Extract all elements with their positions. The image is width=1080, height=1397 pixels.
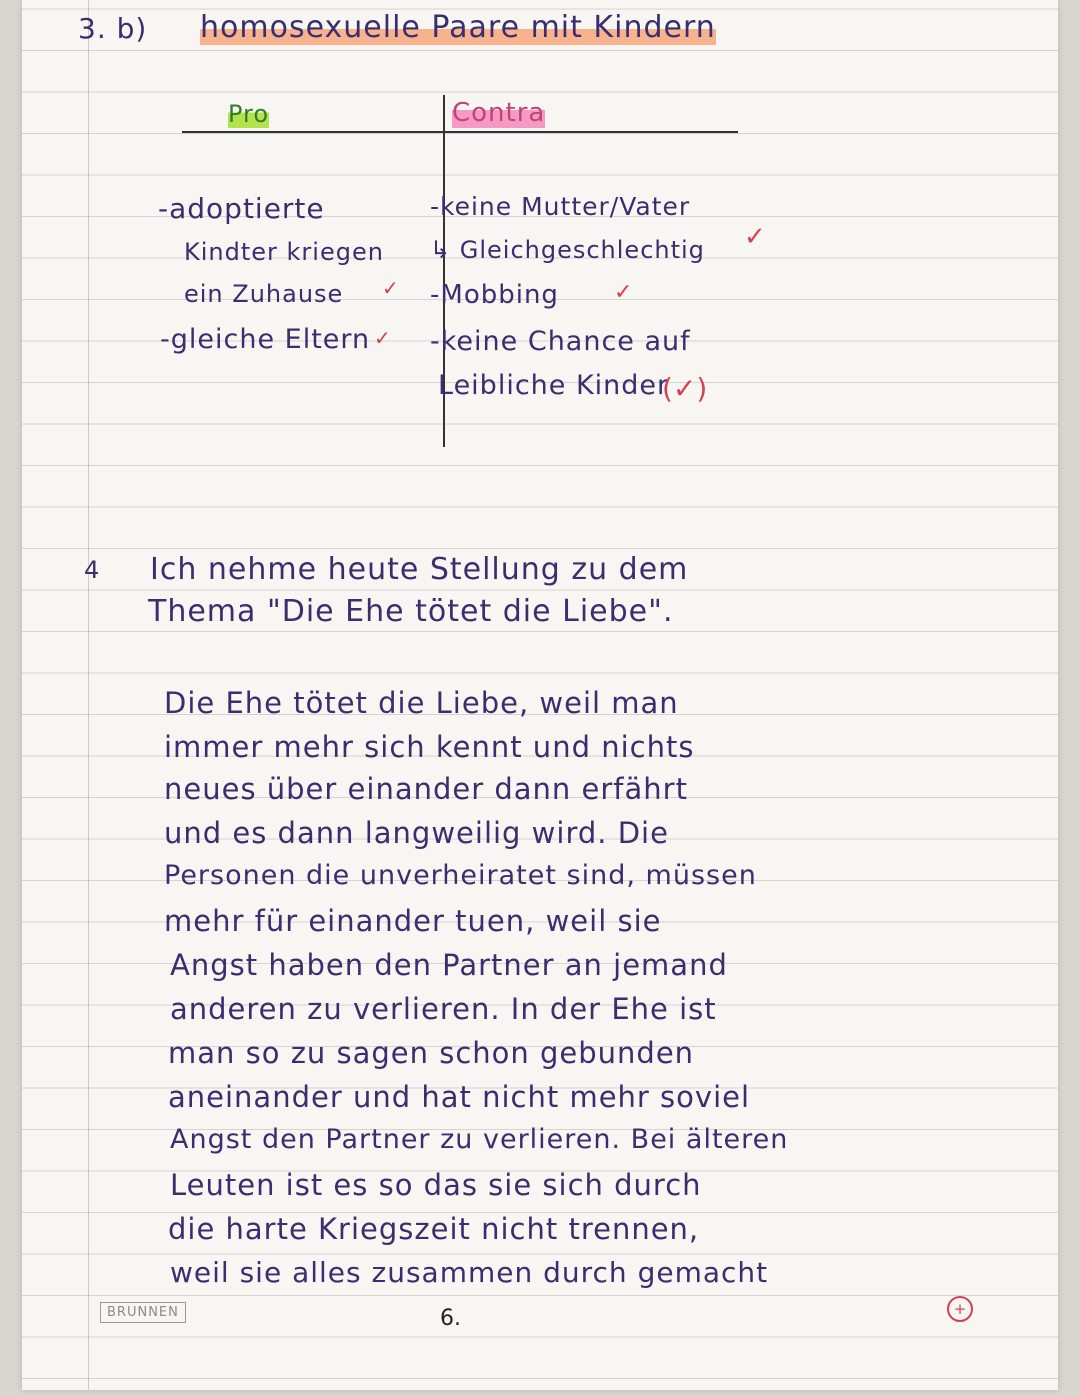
page-number: 6. bbox=[440, 1306, 461, 1331]
contra-header-text: Contra bbox=[452, 98, 546, 128]
contra-line: -keine Chance auf bbox=[430, 326, 691, 357]
notebook-page bbox=[22, 0, 1058, 1390]
task-number-4: 4 bbox=[84, 556, 101, 584]
essay-line: die harte Kriegszeit nicht trennen, bbox=[168, 1212, 700, 1246]
essay-line: aneinander und hat nicht mehr soviel bbox=[168, 1080, 751, 1114]
pro-line: ein Zuhause bbox=[184, 280, 344, 308]
intro-line: Ich nehme heute Stellung zu dem bbox=[150, 552, 689, 587]
essay-line: anderen zu verlieren. In der Ehe ist bbox=[170, 992, 717, 1026]
check-mark-icon: ✓ bbox=[382, 276, 399, 300]
pro-line: Kindter kriegen bbox=[184, 238, 384, 266]
essay-line: und es dann langweilig wird. Die bbox=[164, 816, 669, 850]
contra-check-mark: (✓) bbox=[662, 372, 708, 405]
essay-line: immer mehr sich kennt und nichts bbox=[164, 730, 695, 764]
heading-title bbox=[200, 10, 716, 45]
margin-line bbox=[88, 0, 89, 1390]
contra-line: -keine Mutter/Vater bbox=[430, 192, 691, 221]
essay-line: man so zu sagen schon gebunden bbox=[168, 1036, 695, 1070]
essay-line: mehr für einander tuen, weil sie bbox=[164, 904, 662, 938]
essay-line: Personen die unverheiratet sind, müssen bbox=[164, 860, 757, 891]
pro-line: -adoptierte bbox=[158, 192, 325, 225]
check-mark-icon: ✓ bbox=[374, 326, 391, 350]
check-mark-icon: ✓ bbox=[744, 222, 766, 252]
essay-line: Leuten ist es so das sie sich durch bbox=[170, 1168, 702, 1202]
essay-line: Angst haben den Partner an jemand bbox=[170, 948, 728, 982]
plus-circle-mark: + bbox=[947, 1296, 973, 1322]
essay-line: neues über einander dann erfährt bbox=[164, 772, 688, 806]
essay-line: Angst den Partner zu verlieren. Bei älteren bbox=[170, 1124, 789, 1155]
task-number-3b: 3. b) bbox=[78, 12, 148, 45]
contra-line: ↳ Gleichgeschlechtig bbox=[430, 236, 705, 264]
contra-line: -Mobbing bbox=[430, 280, 559, 310]
heading-title-text: homosexuelle Paare mit Kindern bbox=[200, 10, 716, 45]
pro-header-text: Pro bbox=[228, 100, 270, 128]
pro-header bbox=[228, 100, 269, 128]
essay-line: weil sie alles zusammen durch gemacht bbox=[170, 1256, 769, 1289]
intro-line: Thema "Die Ehe tötet die Liebe". bbox=[148, 594, 674, 629]
pro-line: -gleiche Eltern bbox=[160, 324, 371, 355]
contra-line: Leibliche Kinder bbox=[438, 370, 670, 401]
essay-line: Die Ehe tötet die Liebe, weil man bbox=[164, 686, 679, 720]
table-horizontal-rule bbox=[182, 131, 738, 133]
contra-header bbox=[452, 98, 545, 128]
check-mark-icon: ✓ bbox=[614, 280, 633, 305]
brunnen-logo: BRUNNEN bbox=[100, 1302, 186, 1323]
